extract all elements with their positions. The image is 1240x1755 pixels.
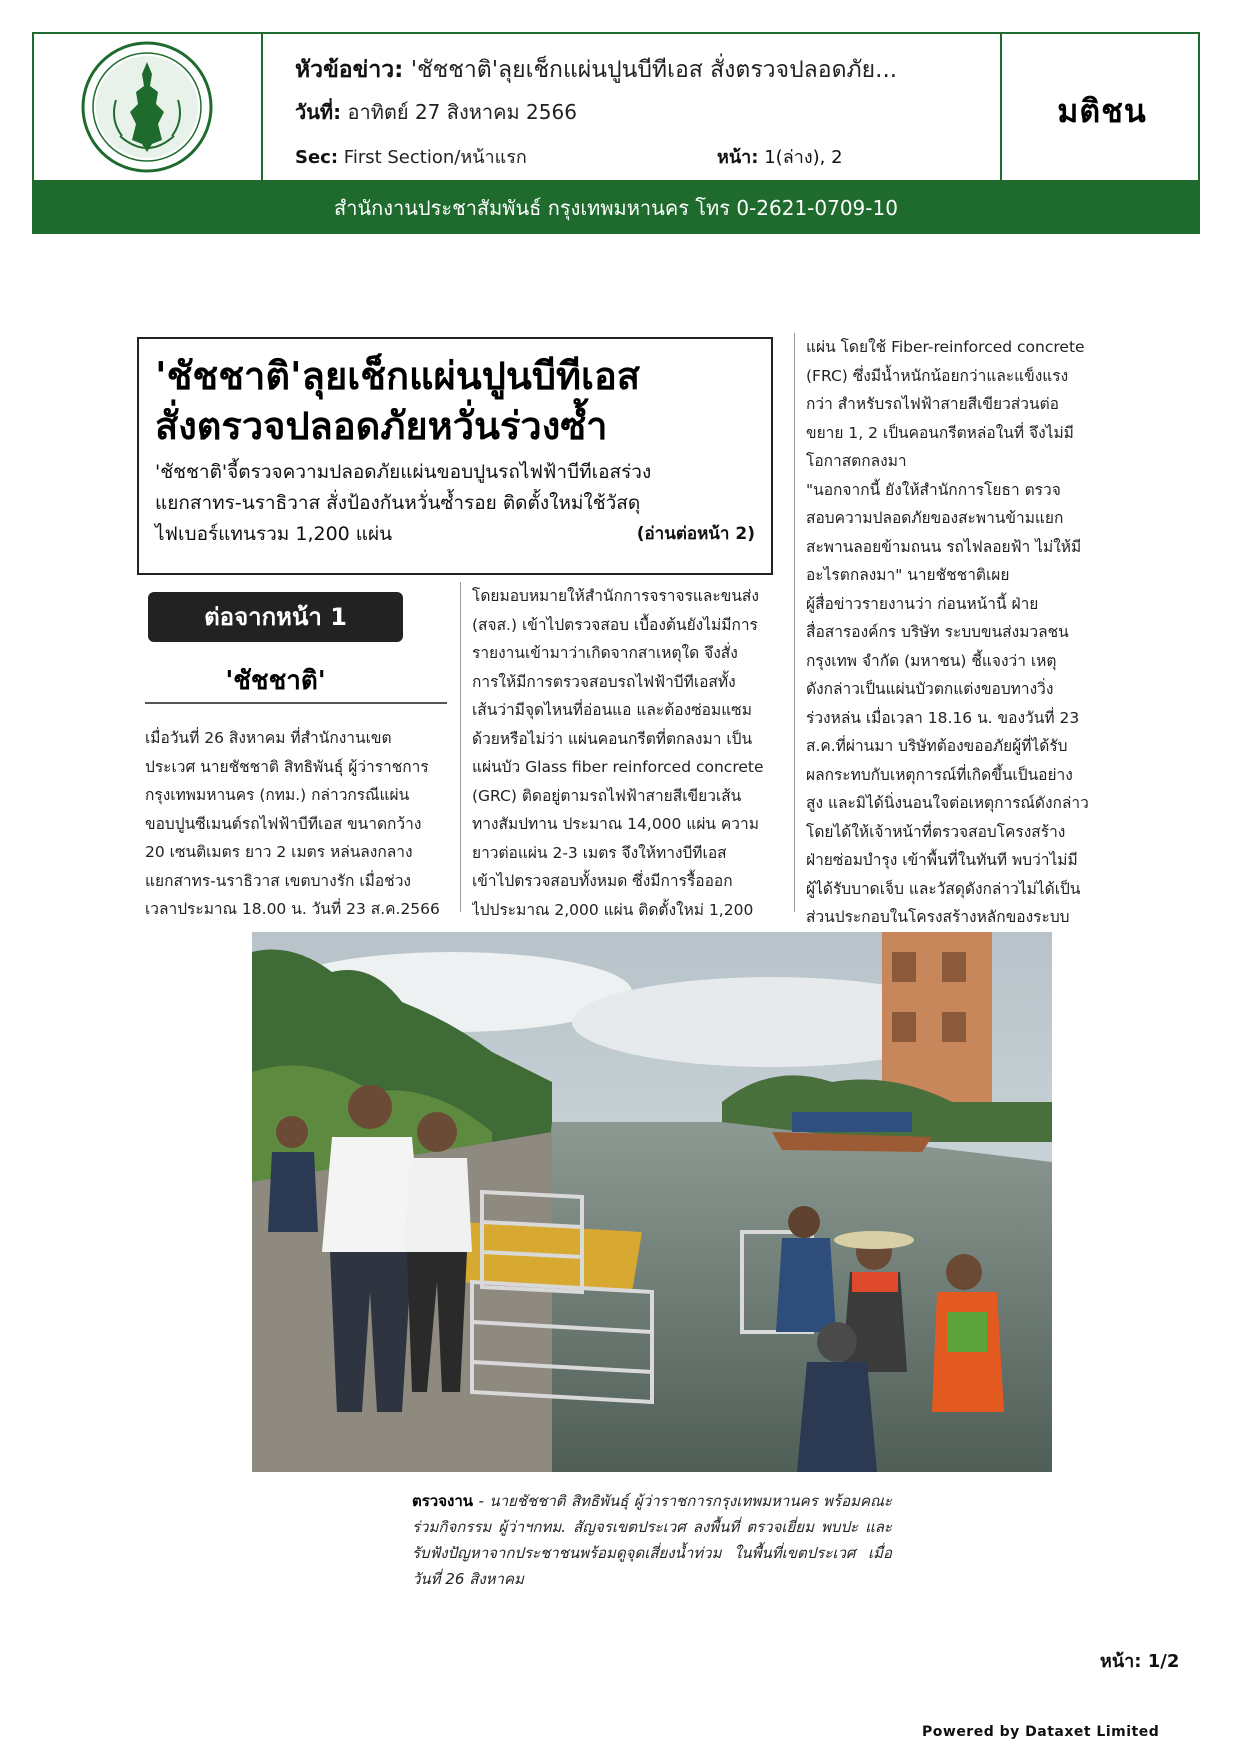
body-text-line: ไปประมาณ 2,000 แผ่น ติดตั้งใหม่ 1,200 xyxy=(472,900,754,919)
caption-lead: ตรวจงาน xyxy=(412,1492,474,1510)
body-text-line: กรุงเทพมหานคร (กทม.) กล่าวกรณีแผ่น xyxy=(145,786,410,804)
section-value: First Section/หน้าแรก xyxy=(343,147,527,168)
body-text-line: ส่วนประกอบในโครงสร้างหลักของระบบ xyxy=(806,908,1070,926)
clipping-header xyxy=(32,32,1200,182)
section-row xyxy=(295,142,527,171)
body-text-line: แผ่นบัว Glass fiber reinforced concrete xyxy=(472,758,764,776)
continued-note: (อ่านต่อหน้า 2) xyxy=(636,524,755,544)
body-text-line: ด้วยหรือไม่ว่า แผ่นคอนกรีตที่ตกลงมา เป็น xyxy=(472,729,753,748)
headline-value: 'ชัชชาติ'ลุยเช็กแผ่นปูนบีทีเอส สั่งตรวจปลอดภัย... xyxy=(410,57,898,83)
body-text-line: กว่า สำหรับรถไฟฟ้าสายสีเขียวส่วนต่อ xyxy=(806,395,1059,413)
photo-caption xyxy=(412,1488,892,1592)
body-text-line: สูง และมิได้นิ่งนอนใจต่อเหตุการณ์ดังกล่าว xyxy=(806,794,1089,812)
body-text-line: รายงานเข้ามาว่าเกิดจากสาเหตุใด จึงสั่ง xyxy=(472,644,738,662)
section-label: Sec: xyxy=(295,147,339,168)
body-text-line: โอกาสตกลงมา xyxy=(806,452,907,470)
headline-label: หัวข้อข่าว: xyxy=(295,57,404,83)
body-text-line: ฝ่ายซ่อมบำรุง เข้าพื้นที่ในทันที พบว่าไม่มี xyxy=(806,851,1078,869)
body-text-line: เส้นว่ามีจุดไหนที่อ่อนแอ และต้องซ่อมแซม xyxy=(472,701,752,719)
body-text-line: การให้มีการตรวจสอบรถไฟฟ้าบีทีเอสทั้ง xyxy=(472,672,736,691)
deck-line-1: 'ชัชชาติ'จี้ตรวจความปลอดภัยแผ่นขอบปูนรถไฟฟ้าบีทีเอสร่วง xyxy=(155,461,652,483)
body-text-line: "นอกจากนี้ ยังให้สำนักการโยธา ตรวจ xyxy=(806,480,1061,499)
deck-line-3-text: ไฟเบอร์แทนรวม 1,200 แผ่น xyxy=(155,523,393,545)
body-text-line: ประเวศ นายชัชชาติ สิทธิพันธุ์ ผู้ว่าราชการ xyxy=(145,757,429,776)
body-text-line: ยาวต่อแผ่น 2-3 เมตร จึงให้ทางบีทีเอส xyxy=(472,843,727,862)
date-value: อาทิตย์ 27 สิงหาคม 2566 xyxy=(347,100,577,124)
clipping-info xyxy=(265,34,1002,180)
headline-box xyxy=(137,337,773,575)
body-text-line: กรุงเทพ จำกัด (มหาชน) ชี้แจงว่า เหตุ xyxy=(806,651,1057,670)
body-text-line: (GRC) ติดอยู่ตามรถไฟฟ้าสายสีเขียวเส้น xyxy=(472,786,742,805)
page-label: หน้า: xyxy=(717,147,759,168)
body-column-a xyxy=(145,724,447,924)
date-label: วันที่: xyxy=(295,100,342,124)
deck-line-2: แยกสาทร-นราธิวาส สั่งป้องกันหวั่นซ้ำรอย ติดตั้งใหม่ใช้วัสดุ xyxy=(155,492,641,514)
column-divider-2 xyxy=(794,333,795,912)
headline-line-2: สั่งตรวจปลอดภัยหวั่นร่วงซ้ำ xyxy=(155,403,608,448)
body-text-line: ทางสัมปทาน ประมาณ 14,000 แผ่น ความ xyxy=(472,815,759,833)
powered-by: Powered by Dataxet Limited xyxy=(922,1724,1160,1740)
body-text-line: อะไรตกลงมา" นายชัชชาติเผย xyxy=(806,566,1010,584)
column-divider-1 xyxy=(460,582,461,912)
caption-text: - นายชัชชาติ สิทธิพันธุ์ ผู้ว่าราชการกรุงเทพมหานคร พร้อมคณะ ร่วมกิจกรรม ผู้ว่าฯกทม. สัญจรเขตประเวศ ลงพื้นที่ ตรวจเยี่ยม พบปะ และรับฟังปัญหาจากประชาชนพร้อมดูจุดเสี่ยงน้ำท่วม ในพื้นที่เขตประเวศ เมื่อวันที่ 26 สิงหาคม xyxy=(412,1492,892,1588)
body-text-line: (สจส.) เข้าไปตรวจสอบ เบื้องต้นยังไม่มีการ xyxy=(472,615,758,634)
body-text-line: แผ่น โดยใช้ Fiber-reinforced concrete xyxy=(806,338,1085,356)
headline-line-1: 'ชัชชาติ'ลุยเช็กแผ่นปูนบีทีเอส xyxy=(155,353,641,398)
kicker-rule xyxy=(145,702,447,704)
body-text-line: เวลาประมาณ 18.00 น. วันที่ 23 ส.ค.2566 xyxy=(145,900,440,918)
body-text-line: ผู้ได้รับบาดเจ็บ และวัสดุดังกล่าวไม่ได้เป็น xyxy=(806,879,1081,898)
story-kicker: 'ชัชชาติ' xyxy=(225,666,326,696)
body-text-line: สื่อสารองค์กร บริษัท ระบบขนส่งมวลชน xyxy=(806,623,1069,641)
body-text-line: ร่วงหล่น เมื่อเวลา 18.16 น. ของวันที่ 23 xyxy=(806,708,1080,727)
body-text-line: ส.ค.ที่ผ่านมา บริษัทต้องขออภัยผู้ที่ได้รับ xyxy=(806,737,1068,755)
deck xyxy=(155,457,755,550)
office-contact-bar: สำนักงานประชาสัมพันธ์ กรุงเทพมหานคร โทร 0-2621-0709-10 xyxy=(32,182,1200,234)
deck-line-3 xyxy=(155,519,755,550)
date-row xyxy=(295,96,577,128)
body-text-line: โดยได้ให้เจ้าหน้าที่ตรวจสอบโครงสร้าง xyxy=(806,822,1066,841)
page-ref-row xyxy=(717,142,843,171)
publication-brand: มติชน xyxy=(1057,92,1147,130)
body-text-line: สอบความปลอดภัยของสะพานข้ามแยก xyxy=(806,509,1064,527)
body-text-line: ขยาย 1, 2 เป็นคอนกรีตหล่อในที่ จึงไม่มี xyxy=(806,423,1074,442)
body-text-line: (FRC) ซึ่งมีน้ำหนักน้อยกว่าและแข็งแรง xyxy=(806,366,1069,385)
body-text-line: แยกสาทร-นราธิวาส เขตบางรัก เมื่อช่วง xyxy=(145,871,411,890)
body-text-line: เข้าไปตรวจสอบทั้งหมด ซึ่งมีการรื้อออก xyxy=(472,872,733,890)
page-indicator: หน้า: 1/2 xyxy=(1100,1651,1180,1672)
continued-from-label: ต่อจากหน้า 1 xyxy=(148,592,403,642)
body-column-c xyxy=(806,333,1112,932)
brand-cell xyxy=(1004,34,1200,180)
headline-row xyxy=(295,52,897,88)
body-text-line: ดังกล่าวเป็นแผ่นบัวตกแต่งขอบทางวิ่ง xyxy=(806,680,1054,698)
body-text-line: ผลกระทบกับเหตุการณ์ที่เกิดขึ้นเป็นอย่าง xyxy=(806,765,1073,784)
body-text-line: 20 เซนติเมตร ยาว 2 เมตร หล่นลงกลาง xyxy=(145,843,413,861)
page-value: 1(ล่าง), 2 xyxy=(764,147,843,168)
logo-cell xyxy=(34,34,263,180)
bangkok-seal-icon xyxy=(80,40,214,174)
body-text-line: ผู้สื่อข่าวรายงานว่า ก่อนหน้านี้ ฝ่าย xyxy=(806,594,1039,613)
body-text-line: สะพานลอยข้ามถนน รถไฟลอยฟ้า ไม่ให้มี xyxy=(806,537,1082,556)
canal-inspection-photo xyxy=(252,932,1052,1472)
news-photo xyxy=(252,932,1052,1472)
body-text-line: เมื่อวันที่ 26 สิงหาคม ที่สำนักงานเขต xyxy=(145,729,392,747)
body-text-line: โดยมอบหมายให้สำนักการจราจรและขนส่ง xyxy=(472,587,759,605)
body-column-b xyxy=(472,582,782,924)
body-text-line: ขอบปูนซีเมนต์รถไฟฟ้าบีทีเอส ขนาดกว้าง xyxy=(145,814,422,833)
